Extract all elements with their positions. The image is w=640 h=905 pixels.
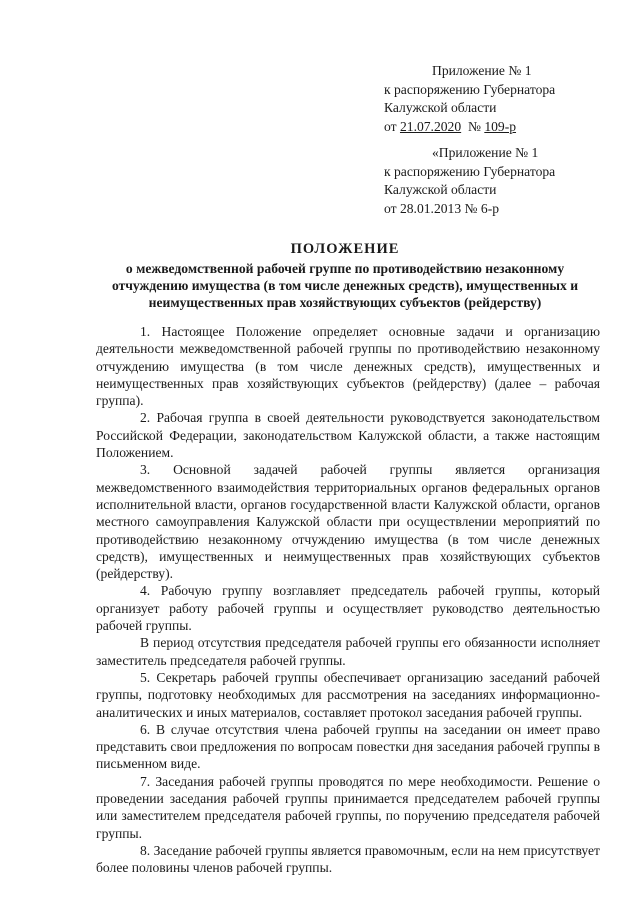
annex-order-line: к распоряжению Губернатора xyxy=(384,81,556,97)
paragraph-2: 2. Рабочая группа в своей деятельности руководствуется законодательством Российской Федерации, законодательством Калужской области, а также настоящим Положением. xyxy=(96,410,600,461)
number-prefix: № xyxy=(461,118,485,134)
annex-order-line: к распоряжению Губернатора xyxy=(384,163,556,179)
annex-date-line: от 28.01.2013 № 6-р xyxy=(384,200,500,216)
paragraph-8: 8. Заседание рабочей группы является правомочным, если на нем присутствует более половины членов рабочей группы. xyxy=(96,842,600,876)
document-subtitle: о межведомственной рабочей группе по противодействию незаконному отчуждению имущества (в том числе денежных средств), имущественных и неимущественных прав хозяйствующих субъектов (рейдерству) xyxy=(111,261,579,310)
document-title: ПОЛОЖЕНИЕ xyxy=(290,241,400,257)
paragraph-4: 4. Рабочую группу возглавляет председатель рабочей группы, который организует работу рабочей группы и осуществляет руководство деятельностью рабочей группы. xyxy=(96,583,600,634)
paragraph-4-continued: В период отсутствия председателя рабочей группы его обязанности исполняет заместитель председателя рабочей группы. xyxy=(96,635,600,668)
paragraph-1: 1. Настоящее Положение определяет основные задачи и организацию деятельности межведомственной рабочей группы по противодействию незаконному отчуждению имущества (в том числе денежных средств), имущественных и неимущественных прав хозяйствующих субъектов (рейдерству) (далее – рабочая группа). xyxy=(96,324,600,409)
annex-region-line: Калужской области xyxy=(384,100,497,116)
document-heading xyxy=(90,240,600,311)
paragraph-7: 7. Заседания рабочей группы проводятся по мере необходимости. Решение о проведении заседания рабочей группы принимается председателем рабочей группы или заместителем председателя рабочей группы, по поручению председателя рабочей группы. xyxy=(96,773,600,841)
paragraph-5: 5. Секретарь рабочей группы обеспечивает организацию заседаний рабочей группы, подготовку необходимых для рассмотрения на заседаниях информационно-аналитических и иных материалов, составляет протокол заседания рабочей группы. xyxy=(96,669,600,720)
paragraph-3: 3. Основной задачей рабочей группы является организация межведомственного взаимодействия территориальных органов федеральных органов исполнительной власти, органов государственной власти Калужской области, органов местного самоуправления Калужской области при осуществлении мероприятий по противодействию незаконному отчуждению имущества (в том числе денежных средств), имущественных и неимущественных прав хозяйствующих субъектов (рейдерству). xyxy=(96,462,600,582)
annex-date: 21.07.2020 xyxy=(399,118,462,134)
annex-date-line xyxy=(384,118,555,137)
annex-header-current xyxy=(384,62,555,136)
paragraph-6: 6. В случае отсутствия члена рабочей группы на заседании он имеет право представить свои предложения по вопросам повестки дня заседания рабочей группы в письменном виде. xyxy=(96,721,600,772)
annex-title: Приложение № 1 xyxy=(432,63,532,78)
annex-title: «Приложение № 1 xyxy=(432,145,539,160)
date-prefix: от xyxy=(384,118,400,134)
annex-region-line: Калужской области xyxy=(384,182,497,198)
document-body xyxy=(96,323,600,877)
annex-header-original xyxy=(384,144,555,218)
annex-number: 109-р xyxy=(484,118,517,134)
